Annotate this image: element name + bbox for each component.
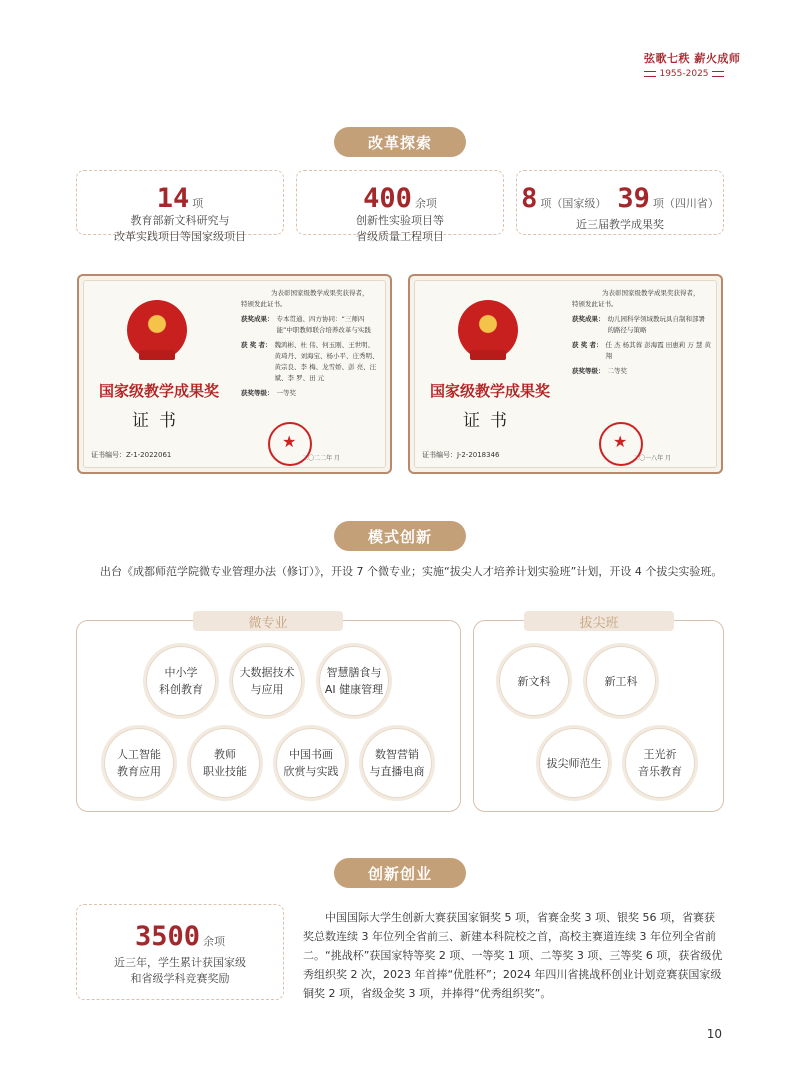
- field-key: 获奖成果：: [572, 315, 605, 323]
- top-class-item: 王光祈 音乐教育: [622, 725, 698, 801]
- micro-major-tab: 微专业: [193, 611, 343, 631]
- stat-unit: 项（四川省）: [652, 197, 719, 210]
- field-key: 获 奖 者：: [572, 341, 603, 349]
- top-class-panel: [473, 615, 724, 812]
- stat-card-national-projects: [76, 170, 284, 243]
- field-value: 专本贯通、四方协同：“三师四能”中职教师联合培养改革与实践: [276, 315, 371, 334]
- stat-desc: 改革实践项目等国家级项目: [114, 230, 246, 243]
- brand-mark: [644, 50, 741, 79]
- certificate-2018: [408, 274, 723, 474]
- stat-figure: [297, 183, 503, 213]
- top-class-item: 新文科: [496, 643, 572, 719]
- certificate-row: [241, 340, 380, 384]
- decor-bars: [712, 71, 724, 77]
- certificate-title: 国家级教学成果奖: [98, 382, 219, 400]
- certificate-date: 二〇二二年 月: [302, 455, 340, 462]
- stat-desc: 近三届教学成果奖: [576, 218, 664, 231]
- certificate-subtitle: 证书: [132, 411, 186, 431]
- stat-unit: 项: [192, 197, 204, 210]
- certificate-number: 证书编号：J-2-2018346: [422, 451, 500, 459]
- stat-card-teaching-awards: [516, 170, 724, 235]
- stat-card-provincial-projects: [296, 170, 504, 243]
- stat-figure: [77, 183, 283, 213]
- micro-major-item: 智慧膳食与 AI 健康管理: [316, 643, 392, 719]
- certificate-row: [572, 340, 711, 362]
- stat-card-competition-awards: [76, 904, 284, 1000]
- national-emblem-icon: [127, 300, 187, 360]
- certificate-lead2: 特颁发此证书。: [572, 300, 618, 308]
- stat-unit: 项（国家级）: [540, 197, 607, 210]
- certificate-row: [241, 388, 380, 399]
- certificate-row: [241, 314, 380, 336]
- certificate-title: 国家级教学成果奖: [429, 382, 550, 400]
- stat-unit: 余项: [203, 935, 226, 948]
- certificate-row: [572, 366, 711, 377]
- stat-unit: 余项: [414, 197, 437, 210]
- stat-figure: [517, 183, 723, 213]
- section-title-mode: 模式创新: [334, 521, 466, 551]
- top-class-item: 拔尖师范生: [536, 725, 612, 801]
- certificate-2022: [77, 274, 392, 474]
- field-key: 获奖等级：: [241, 389, 274, 397]
- certificate-lead: 为表彰国家级教学成果奖获得者，: [271, 289, 369, 297]
- certificate-text: [572, 288, 711, 377]
- field-value: 二等奖: [607, 367, 627, 375]
- stat-number: 8: [521, 183, 538, 214]
- micro-major-item: 教师 职业技能: [187, 725, 263, 801]
- micro-major-panel: [76, 615, 461, 812]
- stat-figure: [77, 921, 283, 951]
- field-value: 任 杰 杨其蓉 彭海霞 田惠莉 万 慧 黄 翔: [605, 341, 711, 360]
- micro-major-item: 中小学 科创教育: [143, 643, 219, 719]
- field-key: 获 奖 者：: [241, 341, 272, 349]
- stat-number: 14: [156, 183, 190, 214]
- field-key: 获奖成果：: [241, 315, 274, 323]
- micro-major-item: 大数据技术 与应用: [229, 643, 305, 719]
- certificate-date: 二〇一八年 月: [633, 455, 671, 462]
- field-value: 一等奖: [276, 389, 296, 397]
- stat-desc: 近三年，学生累计获国家级: [114, 956, 246, 969]
- field-key: 获奖等级：: [572, 367, 605, 375]
- page-number: 10: [706, 1027, 722, 1041]
- micro-major-item: 中国书画 欣赏与实践: [273, 725, 349, 801]
- top-class-tab: 拔尖班: [524, 611, 674, 631]
- certificate-lead2: 特颁发此证书。: [241, 300, 287, 308]
- section-title-innovation: 创新创业: [334, 858, 466, 888]
- micro-major-item: 数智营销 与直播电商: [359, 725, 435, 801]
- stat-number: 39: [617, 183, 650, 214]
- stat-desc: 省级质量工程项目: [356, 230, 444, 243]
- field-value: 幼儿园科学领域教玩具自制和部署的路径与策略: [607, 315, 705, 334]
- mode-paragraph: 出台《成都师范学院微专业管理办法（修订）》，开设 7 个微专业；实施“拔尖人才培养计划实验班”计划，开设 4 个拔尖实验班。: [100, 565, 723, 578]
- brand-years: [644, 69, 724, 79]
- certificate-number: 证书编号：Z-1-2022061: [91, 451, 172, 459]
- stat-desc: 和省级学科竞赛奖励: [130, 972, 230, 985]
- brand-title: 弦歌七秩 薪火成师: [644, 52, 741, 65]
- certificate-row: [572, 314, 711, 336]
- stat-number: 400: [363, 183, 412, 214]
- field-value: 魏鸿彬、杜 伟、何玉刚、王世明、黄琦丹、刘海宝、杨小平、庄秀明、黄宗良、李 梅、龙雪娇、彭 亮、汪 斌、李 罗、田 元: [274, 341, 379, 382]
- stat-desc: 创新性实验项目等: [356, 214, 444, 227]
- decor-bars: [644, 71, 656, 77]
- innovation-paragraph: 中国国际大学生创新大赛获国家铜奖 5 项，省赛金奖 3 项、银奖 56 项，省赛获奖总数连续 3 年位列全省前三、新建本科院校之首，高校主赛道连续 3 年位列全省前二。“挑战杯”获国家特等奖 2 项、一等奖 1 项、二等奖 3 项、三等奖 6 项，获省级优秀组织奖 2 次，2023 年首捧“优胜杯”；2024 年四川省挑战杯创业计划竞赛获国家级铜奖 2 项，省级金奖 3 项，并捧得“优秀组织奖”。: [303, 911, 723, 1000]
- brand-years-text: 1955-2025: [659, 69, 709, 79]
- stat-number: 3500: [134, 921, 201, 952]
- certificate-text: [241, 288, 380, 399]
- micro-major-item: 人工智能 教育应用: [101, 725, 177, 801]
- certificate-lead: 为表彰国家级教学成果奖获得者，: [602, 289, 700, 297]
- certificate-subtitle: 证书: [463, 411, 517, 431]
- section-title-reform: 改革探索: [334, 127, 466, 157]
- stat-desc: 教育部新文科研究与: [130, 214, 230, 227]
- top-class-item: 新工科: [583, 643, 659, 719]
- national-emblem-icon: [458, 300, 518, 360]
